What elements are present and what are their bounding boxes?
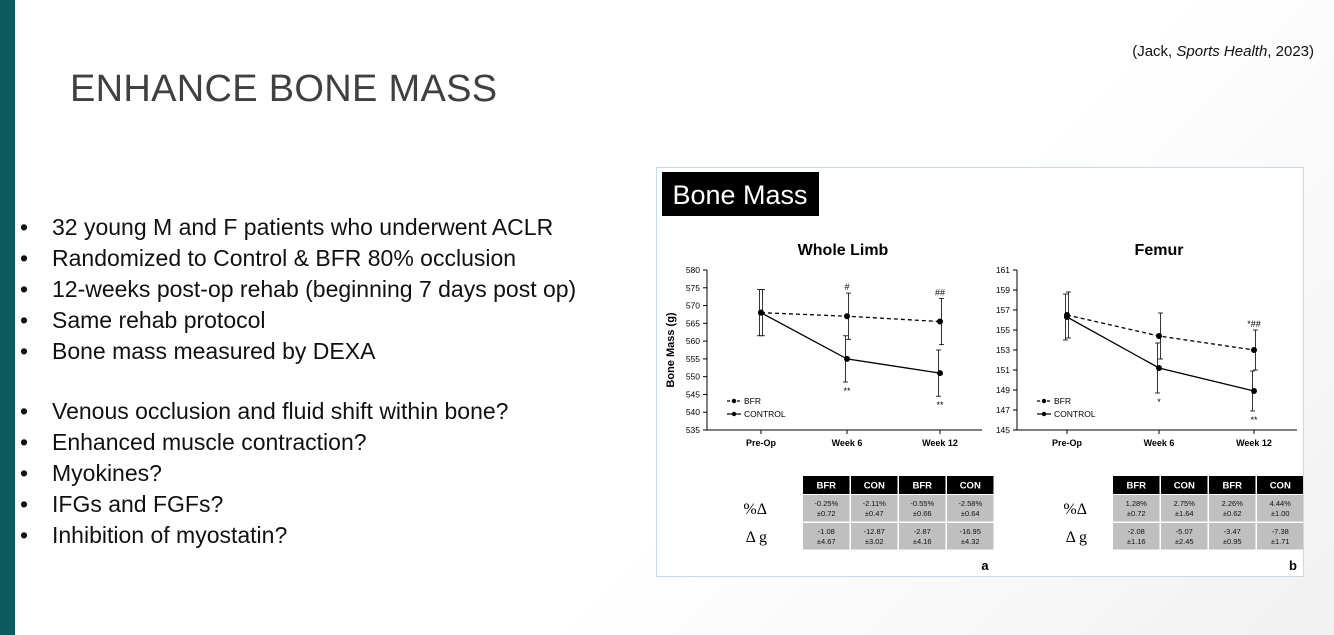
data-point-bfr (1251, 347, 1257, 353)
chart-title: Femur (1134, 242, 1184, 259)
y-tick-label: 147 (995, 405, 1010, 415)
citation-author: (Jack, (1132, 43, 1177, 60)
table-cell-value: -1.08 (817, 527, 835, 536)
significance-marker: ** (936, 400, 944, 411)
x-tick-label: Pre-Op (745, 438, 777, 448)
table-cell-error: ±0.47 (864, 509, 884, 518)
bullet-item: • IFGs and FGFs? (20, 489, 660, 520)
data-point-control (844, 356, 850, 362)
data-point-bfr (1156, 333, 1162, 339)
table-cell-error: ±4.16 (912, 537, 932, 546)
legend-label: CONTROL (1054, 409, 1096, 419)
chart-panel-a (665, 242, 994, 573)
table-cell-error: ±2.45 (1174, 537, 1194, 546)
slide-title: ENHANCE BONE MASS (70, 68, 498, 110)
table-cell-value: -3.47 (1223, 527, 1241, 536)
data-point-control (937, 370, 943, 376)
data-point-control (1064, 314, 1070, 320)
significance-marker: * (1157, 397, 1161, 407)
y-tick-label: 565 (685, 318, 700, 329)
table-cell-value: 1.28% (1125, 499, 1147, 508)
data-point-control (758, 310, 764, 316)
bullet-item: • Myokines? (20, 458, 660, 489)
legend-marker (1042, 412, 1046, 416)
significance-marker: # (844, 282, 850, 293)
figure-heading: Bone Mass (672, 180, 808, 210)
data-point-control (1251, 388, 1257, 394)
y-tick-label: 153 (995, 345, 1010, 355)
bullet-list-study (20, 212, 660, 367)
y-tick-label: 560 (685, 336, 700, 347)
significance-marker: ** (1250, 415, 1258, 425)
table-cell-error: ±0.62 (1222, 509, 1242, 518)
table-cell-error: ±0.64 (960, 509, 980, 518)
y-tick-label: 535 (685, 425, 700, 435)
y-tick-label: 145 (995, 425, 1010, 435)
table-row-label: %Δ (1063, 501, 1087, 518)
table-cell-value: -0.25% (814, 499, 839, 508)
legend-label: CONTROL (744, 409, 786, 419)
table-cell-error: ±1.00 (1270, 509, 1290, 518)
x-tick-label: Week 6 (831, 438, 863, 448)
panel-label: b (1289, 558, 1297, 573)
table-cell-error: ±3.02 (864, 537, 884, 546)
figure-canvas (657, 168, 1303, 576)
chart-panel-b (996, 242, 1303, 573)
legend-marker (732, 399, 736, 403)
table-cell-error: ±0.95 (1222, 537, 1242, 546)
y-tick-label: 545 (685, 389, 700, 400)
y-tick-label: 157 (995, 305, 1010, 315)
y-axis-label: Bone Mass (g) (665, 312, 677, 388)
citation-journal: Sports Health (1176, 43, 1268, 60)
citation-year: , 2023) (1267, 43, 1314, 60)
citation (1132, 43, 1314, 60)
table-cell-value: 2.26% (1221, 499, 1243, 508)
table-cell-value: -5.07 (1175, 527, 1193, 536)
table-header-label: BFR (816, 480, 837, 492)
legend-label: BFR (744, 396, 761, 406)
table-header-label: CON (1173, 480, 1195, 492)
bullet-item: • 32 young M and F patients who underwent ACLR (20, 212, 660, 243)
table-cell-value: -0.55% (910, 499, 935, 508)
y-tick-label: 555 (685, 353, 700, 364)
data-point-control (1156, 365, 1162, 371)
significance-marker: ** (843, 386, 851, 396)
table-cell-error: ±4.67 (816, 537, 836, 546)
y-tick-label: 550 (685, 371, 700, 382)
series-line-bfr (761, 313, 940, 322)
significance-marker: ## (934, 287, 946, 298)
table-cell-error: ±0.66 (912, 509, 932, 518)
legend-marker (732, 412, 736, 416)
table-cell-value: -2.08 (1127, 527, 1145, 536)
left-accent-bar (0, 0, 15, 635)
table-cell-error: ±1.71 (1270, 537, 1290, 546)
table-cell-error: ±4.32 (960, 537, 980, 546)
table-row-label: Δ g (1065, 529, 1087, 546)
bullet-item: • Enhanced muscle contraction? (20, 427, 660, 458)
bullet-item: • Randomized to Control & BFR 80% occlusion (20, 243, 660, 274)
bullet-item: • Same rehab protocol (20, 305, 660, 336)
table-cell-value: -16.95 (959, 527, 981, 536)
table-header-label: BFR (912, 480, 933, 492)
table-row-label: Δ g (745, 529, 767, 546)
table-cell-error: ±1.16 (1126, 537, 1146, 546)
bullet-item: • Venous occlusion and fluid shift within bone? (20, 396, 660, 427)
y-tick-label: 155 (995, 325, 1010, 335)
significance-marker: *## (1247, 319, 1261, 329)
y-tick-label: 570 (685, 300, 700, 311)
table-cell-value: 2.75% (1173, 499, 1195, 508)
table-cell-value: 4.44% (1269, 499, 1291, 508)
table-cell-value: -7.38 (1271, 527, 1289, 536)
y-tick-label: 580 (685, 265, 700, 275)
table-cell-error: ±0.72 (1126, 509, 1146, 518)
bullet-item: • Inhibition of myostatin? (20, 520, 660, 551)
x-tick-label: Week 12 (1236, 438, 1272, 448)
y-tick-label: 159 (995, 285, 1010, 295)
y-tick-label: 575 (685, 282, 700, 293)
x-tick-label: Pre-Op (1051, 438, 1083, 448)
bullet-item: • Bone mass measured by DEXA (20, 336, 660, 367)
panel-label: a (981, 558, 989, 573)
y-tick-label: 151 (995, 365, 1010, 375)
table-header-label: CON (863, 480, 885, 492)
table-header-label: BFR (1126, 480, 1147, 492)
data-point-bfr (844, 313, 850, 319)
table-cell-error: ±0.72 (816, 509, 836, 518)
y-tick-label: 161 (995, 265, 1010, 275)
table-header-label: BFR (1222, 480, 1243, 492)
table-row-label: %Δ (743, 501, 767, 518)
table-cell-value: -2.87 (913, 527, 931, 536)
data-point-bfr (937, 319, 943, 325)
bullet-item: • 12-weeks post-op rehab (beginning 7 days post op) (20, 274, 660, 305)
table-cell-value: -12.87 (863, 527, 885, 536)
x-tick-label: Week 12 (922, 438, 958, 448)
table-cell-value: -2.11% (862, 499, 886, 508)
legend-label: BFR (1054, 396, 1071, 406)
table-cell-value: -2.58% (958, 499, 983, 508)
bone-mass-figure (656, 167, 1304, 577)
y-tick-label: 149 (995, 385, 1010, 395)
bullet-list-mechanisms (20, 396, 660, 551)
table-header-label: CON (959, 480, 981, 492)
table-header-label: CON (1269, 480, 1291, 492)
y-tick-label: 540 (685, 407, 700, 418)
chart-title: Whole Limb (797, 242, 889, 259)
series-line-control (761, 313, 940, 373)
x-tick-label: Week 6 (1143, 438, 1175, 448)
legend-marker (1042, 399, 1046, 403)
table-cell-error: ±1.64 (1174, 509, 1194, 518)
